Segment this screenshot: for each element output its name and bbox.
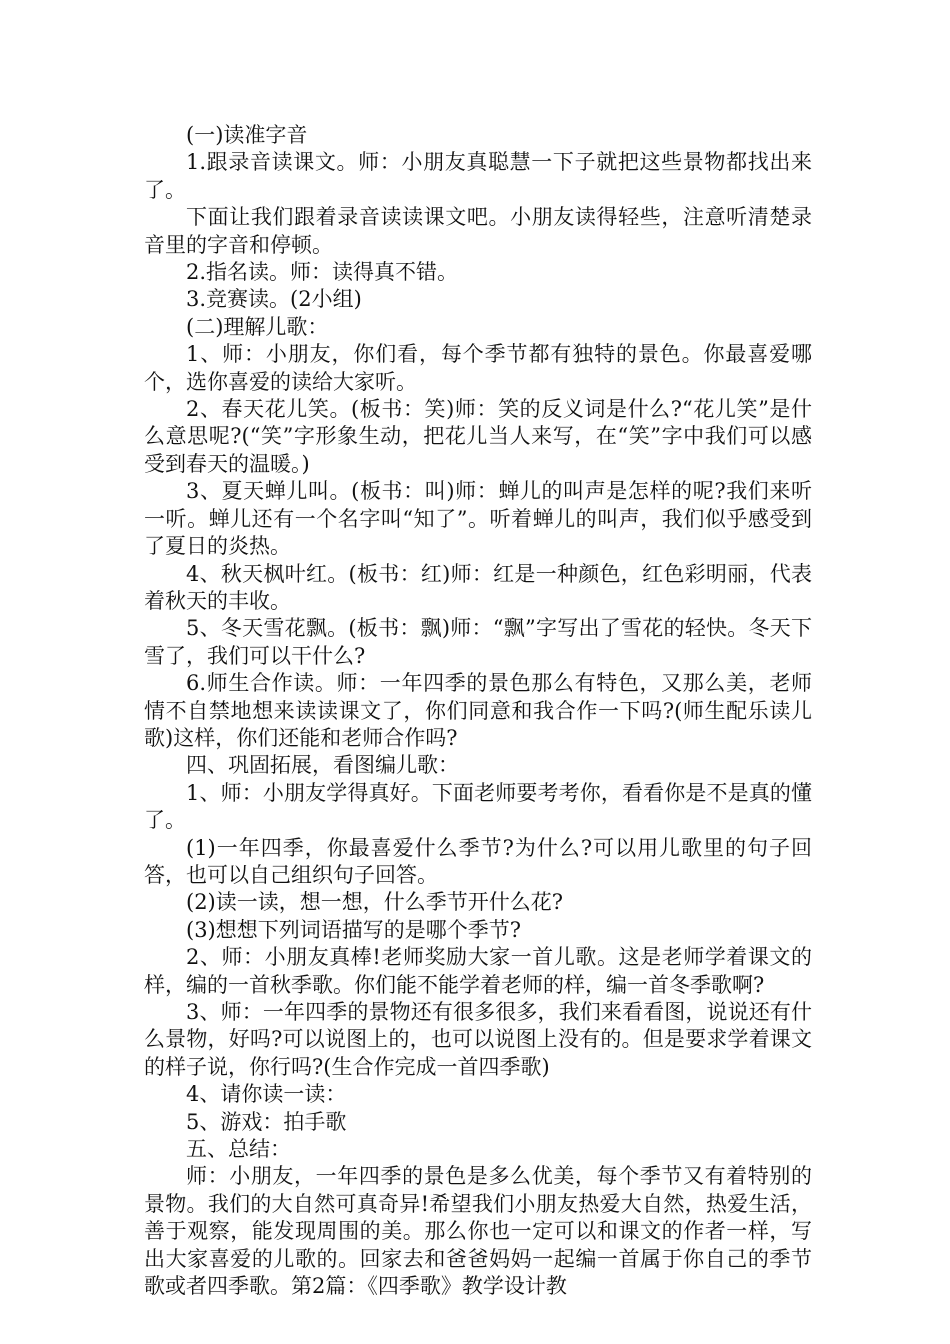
- paragraph: 4、请你读一读：: [186, 1082, 347, 1107]
- document-body: [144, 122, 812, 1300]
- paragraph: 5、游戏：拍手歌: [186, 1109, 347, 1134]
- paragraph: (3)想想下列词语描写的是哪个季节?: [186, 917, 522, 942]
- paragraph: 下面让我们跟着录音读读课文吧。小朋友读得轻些，注意听清楚录音里的字音和停顿。: [144, 205, 812, 257]
- paragraph: 师：小朋友，一年四季的景色是多么优美，每个季节又有着特别的景物。我们的大自然可真奇异!希望我们小朋友热爱大自然，热爱生活，善于观察，能发现周围的美。那么你也一定可以和课文的作者一样，写出大家喜爱的儿歌的。回家去和爸爸妈妈一起编一首属于你自己的季节歌或者四季歌。第2篇：《四季歌》教学设计教: [144, 1164, 812, 1299]
- paragraph: 2、师：小朋友真棒!老师奖励大家一首儿歌。这是老师学着课文的样，编的一首秋季歌。你们能不能学着老师的样，编一首冬季歌啊?: [144, 945, 812, 997]
- paragraph: (1)一年四季，你最喜爱什么季节?为什么?可以用儿歌里的句子回答，也可以自己组织句子回答。: [144, 835, 812, 887]
- section-heading-summary: 五、总结：: [186, 1137, 291, 1162]
- paragraph: 3、夏天蝉儿叫。(板书：叫)师：蝉儿的叫声是怎样的呢?我们来听一听。蝉儿还有一个名字叫“知了”。听着蝉儿的叫声，我们似乎感受到了夏日的炎热。: [144, 479, 812, 559]
- paragraph: 2、春天花儿笑。(板书：笑)师：笑的反义词是什么?“花儿笑”是什么意思呢?(“笑”字形象生动，把花儿当人来写，在“笑”字中我们可以感受到春天的温暖。): [144, 397, 812, 476]
- section-heading-understand-song: (二)理解儿歌：: [186, 314, 329, 339]
- paragraph: 2.指名读。师：读得真不错。: [186, 260, 459, 285]
- paragraph: 1.跟录音读课文。师：小朋友真聪慧一下子就把这些景物都找出来了。: [144, 150, 812, 202]
- paragraph: 3、师：一年四季的景物还有很多很多，我们来看看图，说说还有什么景物，好吗?可以说图上的，也可以说图上没有的。但是要求学着课文的样子说，你行吗?(生合作完成一首四季歌): [144, 1000, 812, 1079]
- paragraph: (2)读一读，想一想，什么季节开什么花?: [186, 890, 564, 915]
- paragraph: 4、秋天枫叶红。(板书：红)师：红是一种颜色，红色彩明丽，代表着秋天的丰收。: [144, 561, 812, 613]
- section-heading-consolidate: 四、巩固拓展，看图编儿歌：: [186, 753, 459, 778]
- paragraph: 1、师：小朋友学得真好。下面老师要考考你，看看你是不是真的懂了。: [144, 780, 812, 833]
- paragraph: 1、师：小朋友，你们看，每个季节都有独特的景色。你最喜爱哪个，选你喜爱的读给大家听。: [144, 342, 812, 394]
- paragraph: 3.竞赛读。(2小组): [186, 287, 362, 312]
- paragraph: 6.师生合作读。师：一年四季的景色那么有特色，又那么美，老师情不自禁地想来读读课文了，你们同意和我合作一下吗?(师生配乐读儿歌)这样，你们还能和老师合作吗?: [144, 671, 812, 750]
- section-heading-read-pronunciation: (一)读准字音: [186, 123, 308, 147]
- paragraph: 5、冬天雪花飘。(板书：飘)师：“飘”字写出了雪花的轻快。冬天下雪了，我们可以干什么?: [144, 616, 812, 668]
